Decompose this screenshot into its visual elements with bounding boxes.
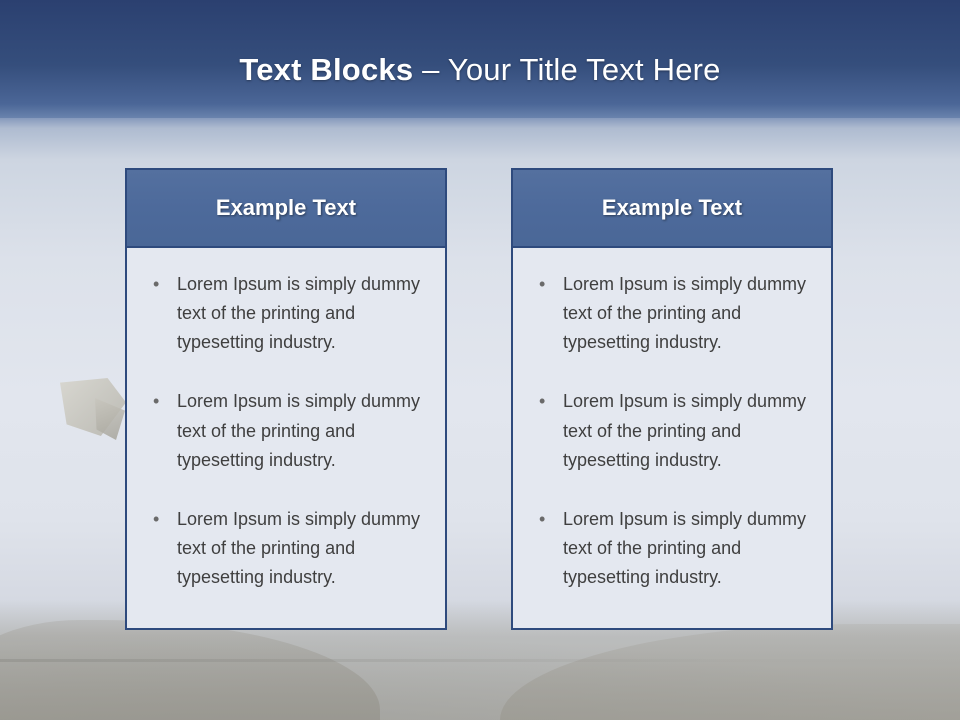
background-ridge-line	[0, 659, 960, 662]
text-block-left-header-label: Example Text	[215, 195, 357, 220]
page-title	[0, 52, 960, 88]
text-block-left	[125, 168, 447, 630]
list-item-text: Lorem Ipsum is simply dummy text of the printing and typesetting industry.	[177, 274, 421, 353]
list-item	[527, 387, 813, 474]
list-item-text: Lorem Ipsum is simply dummy text of the printing and typesetting industry.	[563, 391, 807, 470]
bullet-dot-icon: •	[153, 274, 160, 294]
text-block-left-header	[127, 170, 445, 248]
bullet-dot-icon: •	[539, 508, 546, 529]
text-block-left-bullet-list	[141, 270, 427, 592]
text-block-left-body	[127, 248, 445, 602]
page-title-separator: –	[422, 52, 448, 87]
bullet-dot-icon: •	[153, 391, 160, 412]
text-block-right-header-label: Example Text	[601, 195, 743, 220]
list-item-text: Lorem Ipsum is simply dummy text of the printing and typesetting industry.	[563, 508, 807, 588]
text-block-right-body	[513, 248, 831, 602]
list-item-text: Lorem Ipsum is simply dummy text of the printing and typesetting industry.	[177, 391, 421, 470]
bullet-dot-icon: •	[539, 391, 546, 412]
list-item	[141, 270, 427, 357]
page-title-strong: Text Blocks	[239, 52, 423, 87]
list-item	[527, 505, 813, 592]
list-item-text: Lorem Ipsum is simply dummy text of the printing and typesetting industry.	[563, 274, 807, 353]
list-item	[141, 387, 427, 474]
list-item	[141, 505, 427, 592]
text-block-right-bullet-list	[527, 270, 813, 592]
text-block-right	[511, 168, 833, 630]
list-item	[527, 270, 813, 357]
page-title-light: Your Title Text Here	[447, 52, 721, 87]
list-item-text: Lorem Ipsum is simply dummy text of the printing and typesetting industry.	[177, 508, 421, 588]
text-block-right-header	[513, 170, 831, 248]
bullet-dot-icon: •	[539, 274, 546, 294]
bullet-dot-icon: •	[153, 508, 160, 529]
